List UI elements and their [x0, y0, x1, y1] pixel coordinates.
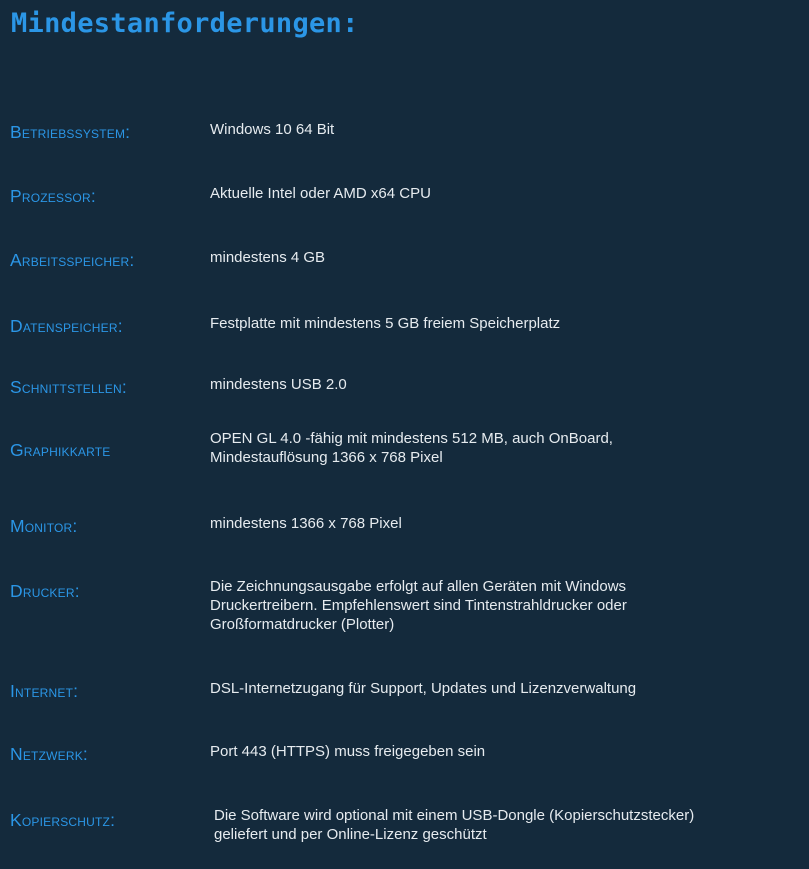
requirement-label: Monitor: — [10, 516, 78, 536]
requirement-value — [210, 314, 560, 333]
requirement-value-line: geliefert und per Online-Lizenz geschützt — [214, 826, 487, 843]
page-title: Mindestanforderungen: — [11, 8, 359, 39]
requirement-label: Schnittstellen: — [10, 377, 127, 397]
requirement-value-line: OPEN GL 4.0 -fähig mit mindestens 512 MB, auch OnBoard, — [210, 430, 613, 447]
requirement-label: Arbeitsspeicher: — [10, 250, 135, 270]
requirement-value-line: Mindestauflösung 1366 x 768 Pixel — [210, 449, 443, 466]
requirement-label: Betriebssystem: — [10, 122, 131, 142]
requirement-value — [210, 577, 627, 634]
requirement-value-line: mindestens 1366 x 768 Pixel — [210, 515, 402, 532]
requirement-label: Prozessor: — [10, 186, 96, 206]
requirement-value-line: mindestens USB 2.0 — [210, 376, 347, 393]
requirement-value-line: DSL-Internetzugang für Support, Updates und Lizenzverwaltung — [210, 680, 637, 697]
requirement-value — [210, 248, 325, 267]
requirement-value-line: Aktuelle Intel oder AMD x64 CPU — [210, 185, 431, 202]
requirement-value-line: Die Software wird optional mit einem USB-Dongle (Kopierschutzstecker) — [214, 807, 695, 824]
requirement-value — [210, 429, 613, 467]
requirement-value — [210, 184, 431, 203]
requirement-value-line: Windows 10 64 Bit — [210, 121, 335, 138]
requirement-label: Drucker: — [10, 581, 80, 601]
requirement-value-line: Großformatdrucker (Plotter) — [210, 616, 395, 633]
requirement-value — [210, 679, 636, 698]
requirement-value-line: mindestens 4 GB — [210, 249, 326, 266]
requirement-value — [210, 514, 402, 533]
requirement-label: Netzwerk: — [10, 744, 88, 764]
requirement-label: Datenspeicher: — [10, 316, 123, 336]
requirement-value — [210, 742, 485, 761]
requirement-value-line: Druckertreibern. Empfehlenswert sind Tintenstrahldrucker oder — [210, 597, 627, 614]
requirement-value — [210, 375, 347, 394]
requirement-label: Graphikkarte — [10, 440, 111, 460]
requirement-value — [210, 120, 334, 139]
requirement-label: Kopierschutz: — [10, 810, 116, 830]
requirement-value-line: Festplatte mit mindestens 5 GB freiem Speicherplatz — [210, 315, 561, 332]
requirement-value-line: Die Zeichnungsausgabe erfolgt auf allen Geräten mit Windows — [210, 578, 627, 595]
requirement-value-line: Port 443 (HTTPS) muss freigegeben sein — [210, 743, 486, 760]
requirement-value — [214, 806, 694, 844]
requirement-label: Internet: — [10, 681, 79, 701]
